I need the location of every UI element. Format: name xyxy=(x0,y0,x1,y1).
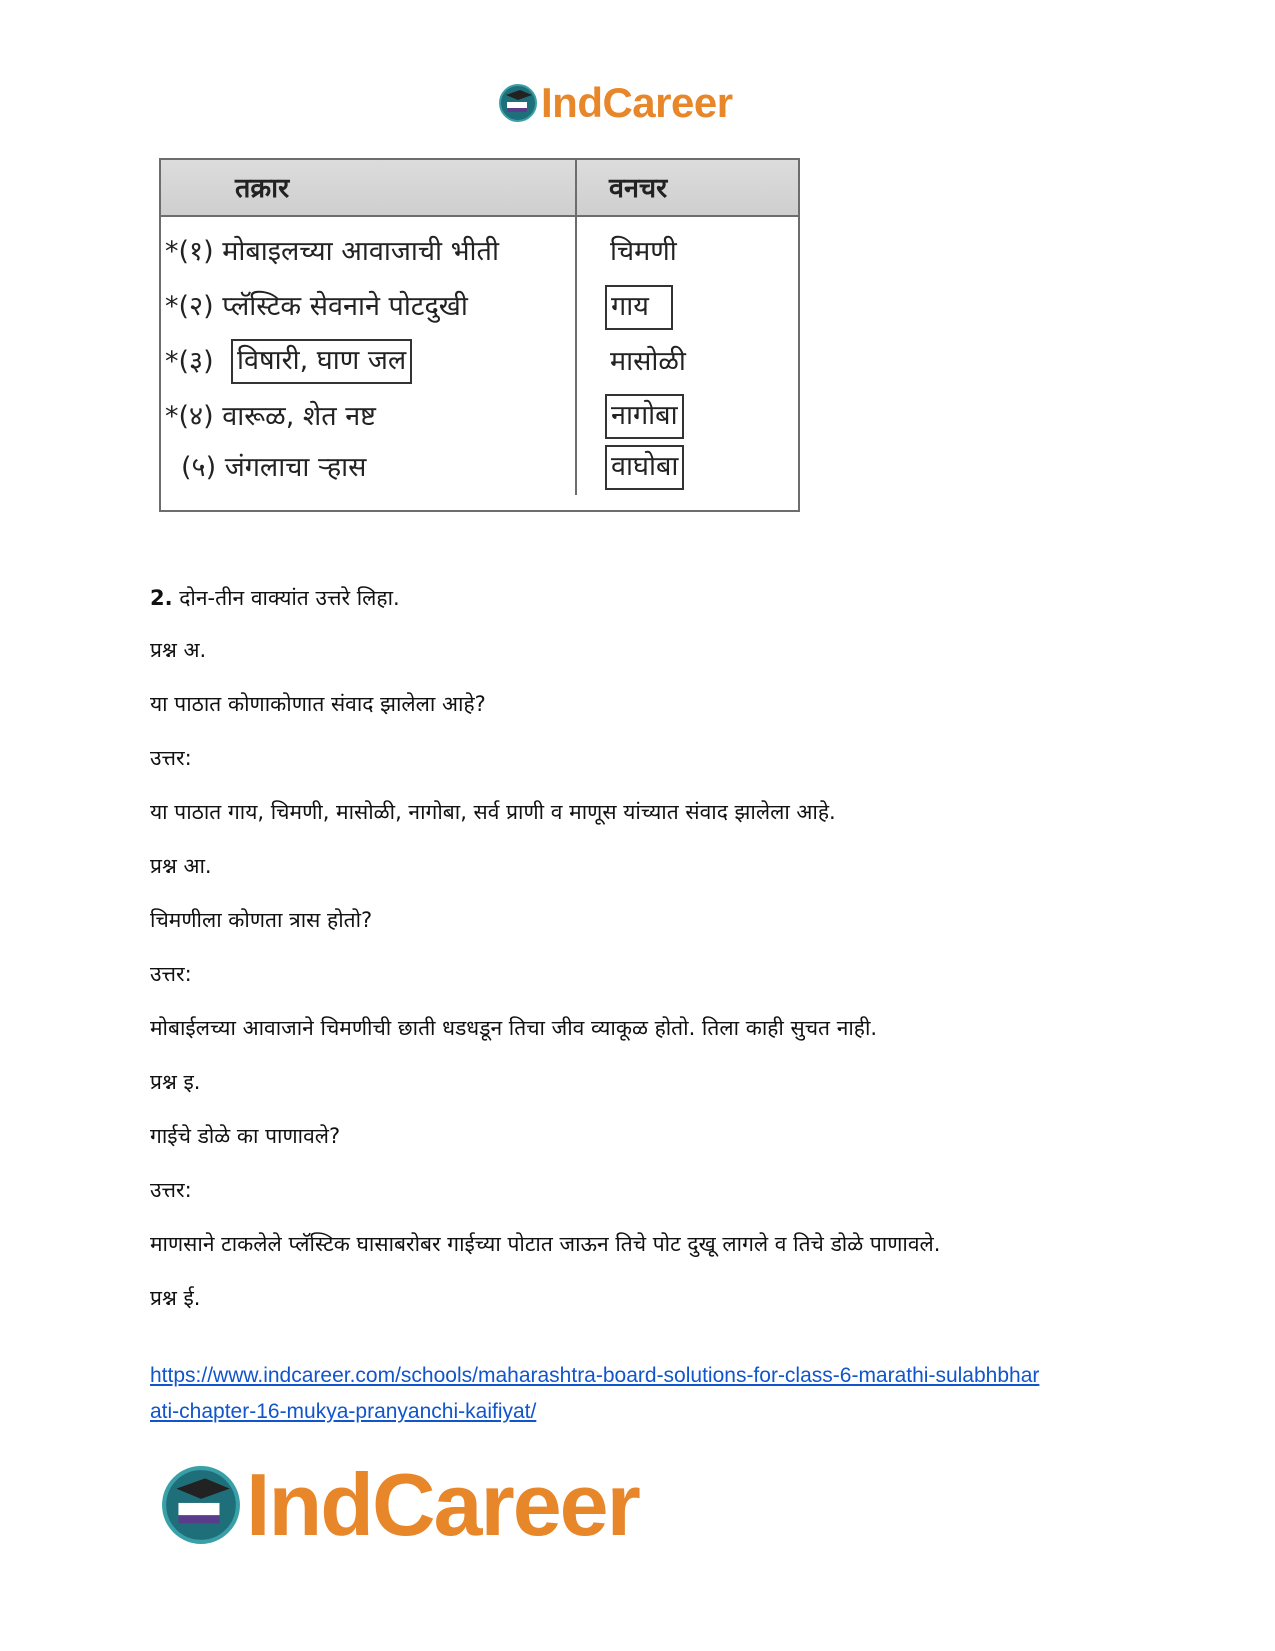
answer-label: उत्तर: xyxy=(150,746,192,770)
question-label: प्रश्न ई. xyxy=(150,1286,201,1310)
question-label: प्रश्न आ. xyxy=(150,854,212,878)
question-text: गाईचे डोळे का पाणावले? xyxy=(150,1124,341,1148)
row5-complaint: (५) जंगलाचा ऱ्हास xyxy=(181,452,367,483)
answer-label: उत्तर: xyxy=(150,962,192,986)
header-logo xyxy=(498,78,733,128)
row3-creature: मासोळी xyxy=(610,346,686,377)
question-label: प्रश्न अ. xyxy=(150,638,207,662)
section-title: दोन-तीन वाक्यांत उत्तरे लिहा. xyxy=(179,586,400,610)
answer-label: उत्तर: xyxy=(150,1178,192,1202)
row4-complaint: *(४) वारूळ, शेत नष्ट xyxy=(165,401,376,432)
row3-complaint-boxed: विषारी, घाण जल xyxy=(231,339,412,384)
source-link-line1[interactable]: https://www.indcareer.com/schools/maharashtra-board-solutions-for-class-6-marathi-sulabhbhar xyxy=(150,1364,1040,1387)
section-heading xyxy=(150,584,400,612)
section-number: 2. xyxy=(150,586,173,610)
row3-prefix: *(३) xyxy=(165,346,214,377)
complaints-table xyxy=(159,158,800,512)
row5-creature: वाघोबा xyxy=(605,445,684,490)
logo-text: IndCareer xyxy=(246,1455,639,1554)
footer-logo xyxy=(160,1455,639,1554)
globe-book-icon xyxy=(160,1464,242,1546)
table-header-row xyxy=(161,160,798,217)
question-text: चिमणीला कोणता त्रास होतो? xyxy=(150,908,373,932)
header-creature: वनचर xyxy=(609,173,668,204)
source-link-line2[interactable]: ati-chapter-16-mukya-pranyanchi-kaifiyat/ xyxy=(150,1400,537,1423)
globe-book-icon xyxy=(498,83,538,123)
question-label: प्रश्न इ. xyxy=(150,1070,201,1094)
row2-creature: गाय xyxy=(605,285,673,330)
answer-text: माणसाने टाकलेले प्लॅस्टिक घासाबरोबर गाईच्या पोटात जाऊन तिचे पोट दुखू लागले व तिचे डोळे पाणावले. xyxy=(150,1232,941,1256)
row1-complaint: *(१) मोबाइलच्या आवाजाची भीती xyxy=(165,236,499,267)
logo-text: IndCareer xyxy=(541,79,733,126)
column-divider xyxy=(575,160,577,495)
row2-complaint: *(२) प्लॅस्टिक सेवनाने पोटदुखी xyxy=(165,291,468,322)
row4-creature: नागोबा xyxy=(605,394,684,439)
row1-creature: चिमणी xyxy=(610,236,677,267)
answer-text: मोबाईलच्या आवाजाने चिमणीची छाती धडधडून तिचा जीव व्याकूळ होतो. तिला काही सुचत नाही. xyxy=(150,1016,878,1040)
answer-text: या पाठात गाय, चिमणी, मासोळी, नागोबा, सर्व प्राणी व माणूस यांच्यात संवाद झालेला आहे. xyxy=(150,800,836,824)
question-text: या पाठात कोणाकोणात संवाद झालेला आहे? xyxy=(150,692,486,716)
header-complaint: तक्रार xyxy=(235,173,290,204)
